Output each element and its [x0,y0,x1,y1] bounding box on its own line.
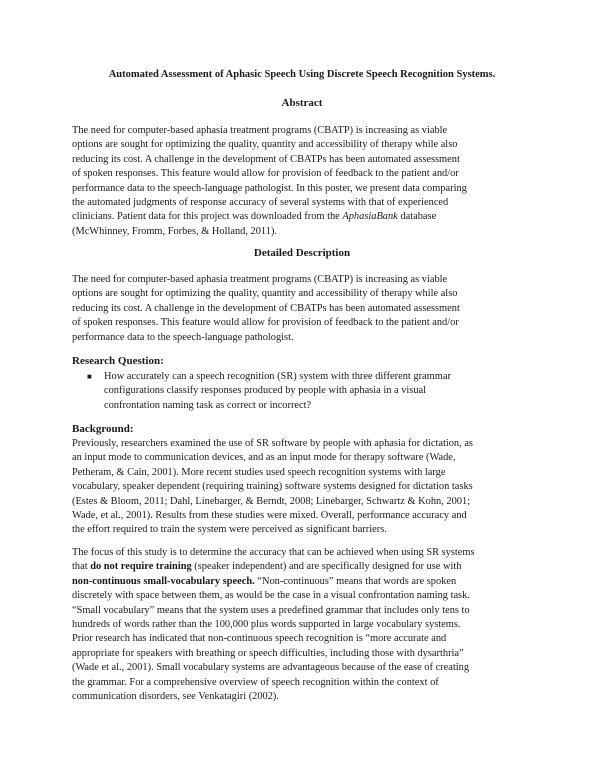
abstract-line: the automated judgments of response accuracy of several systems with that of experienced [72,197,449,209]
background-line: the effort required to train the system were perceived as significant barriers. [72,524,387,536]
detailed-line: reducing its cost. A challenge in the development of CBATPs has been automated assessment [72,302,460,314]
detailed-line: of spoken responses. This feature would allow for provision of feedback to the patient and/or [72,317,459,329]
list-item [84,370,534,413]
focus-text: “Non-continuous” means that words are spoken [254,575,457,587]
focus-line: Prior research has indicated that non-continuous speech recognition is “more accurate and [72,633,447,645]
focus-line: “Small vocabulary” means that the system uses a predefined grammar that includes only tens to [72,604,470,616]
focus-text: (speaker independent) and are specifically designed for use with [191,561,462,573]
detailed-line: performance data to the speech-language pathologist. [72,331,294,343]
abstract-line: of spoken responses. This feature would allow for provision of feedback to the patient and/or [72,168,459,180]
abstract-line: options are sought for optimizing the quality, quantity and accessibility of therapy while also [72,139,458,151]
background-paragraph [72,437,534,538]
abstract-line [72,210,534,224]
detailed-description-heading: Detailed Description [253,247,351,259]
bullet-line: confrontation naming task as correct or incorrect? [104,399,312,411]
abstract-line: performance data to the speech-language pathologist. In this poster, we present data comparing [72,182,467,194]
abstract-line: reducing its cost. A challenge in the development of CBATPs has been automated assessment [72,153,460,165]
focus-paragraph [72,546,534,704]
focus-line: discretely with space between them, as would be the case in a visual confrontation naming task. [72,590,470,602]
research-question-heading: Research Question: [72,355,164,367]
no-training-emphasis: do not require training [90,561,192,573]
aphasiabank-name: AphasiaBank [342,211,398,223]
database-word: database [397,211,437,223]
abstract-line: (McWhinney, Fromm, Forbes, & Holland, 2011). [72,225,277,237]
focus-text: that [72,561,91,573]
focus-line: The focus of this study is to determine the accuracy that can be achieved when using SR systems [72,547,475,558]
detailed-line: The need for computer-based aphasia treatment programs (CBATP) is increasing as viable [72,274,448,285]
abstract-paragraph [72,124,534,239]
focus-line [72,575,534,589]
background-heading: Background: [72,423,134,435]
focus-line: the grammar. For a comprehensive overview of speech recognition within the context of [72,676,439,688]
focus-line [72,560,534,574]
focus-line: hundreds of words rather than the 100,000 plus words supported in large vocabulary systems. [72,619,461,631]
detailed-line: options are sought for optimizing the quality, quantity and accessibility of therapy while also [72,288,458,300]
background-line: (Estes & Bloom, 2011; Dahl, Linebarger, & Berndt, 2008; Linebarger, Schwartz & Kohn, 2001; [72,495,471,507]
small-vocabulary-emphasis: non-continuous small-vocabulary speech. [72,575,255,587]
detailed-description-paragraph [72,273,534,345]
research-question-list [84,370,534,413]
abstract-line-text: clinicians. Patient data for this project was downloaded from the [72,211,340,223]
abstract-line: The need for computer-based aphasia treatment programs (CBATP) is increasing as viable [72,125,448,136]
background-line: an input mode to communication devices, and as an input mode for therapy software (Wade, [72,452,456,464]
background-line: Wade, et al., 2001). Results from these studies were mixed. Overall, performance accuracy and [72,510,467,522]
background-line: vocabulary, speaker dependent (requiring training) software systems designed for dictation tasks [72,481,473,493]
focus-line: appropriate for speakers with breathing or speech difficulties, including those with dysarthria” [72,647,464,659]
document-title: Automated Assessment of Aphasic Speech Using Discrete Speech Recognition Systems. [108,69,496,80]
abstract-heading: Abstract [281,97,323,109]
focus-line: communication disorders, see Venkatagiri (2002). [72,691,279,703]
background-line: Petheram, & Cain, 2001). More recent studies used speech recognition systems with large [72,466,446,478]
square-bullet-icon: ■ [87,372,92,381]
focus-line: (Wade et al., 2001). Small vocabulary systems are advantageous because of the ease of creating [72,662,470,674]
background-line: Previously, researchers examined the use of SR software by people with aphasia for dictation, as [72,438,473,449]
bullet-line: How accurately can a speech recognition (SR) system with three different grammar [104,371,451,382]
bullet-line: configurations classify responses produced by people with aphasia in a visual [104,385,427,397]
